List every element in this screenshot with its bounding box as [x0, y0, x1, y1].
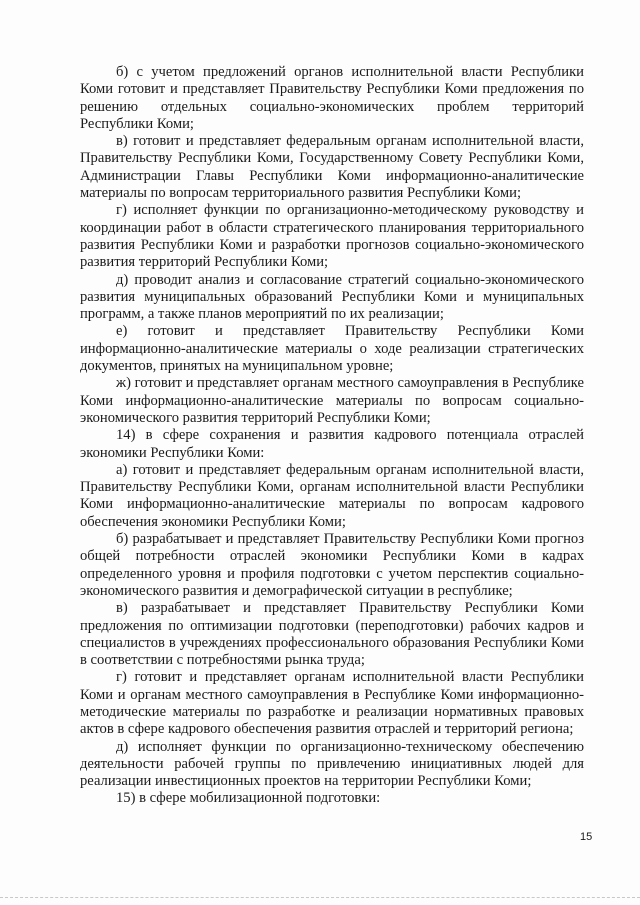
page-number: 15 [580, 831, 593, 843]
section-14-heading: 14) в сфере сохранения и развития кадрового потенциала отраслей экономики Республики Коми: [80, 427, 584, 461]
paragraph-item-b-staffing-forecast: б) разрабатывает и представляет Правительству Республики Коми прогноз общей потребности отраслей экономики Республики Коми в кадрах определенного уровня и профиля подготовки с учетом перспектив социально-экономического развития и демографической ситуации в республике; [80, 531, 584, 599]
paragraph-item-e-implementation-reports: е) готовит и представляет Правительству Республики Коми информационно-аналитические материалы о ходе реализации стратегических документов, принятых на муниципальном уровне; [80, 323, 584, 375]
paragraph-item-d-strategy-analysis: д) проводит анализ и согласование стратегий социально-экономического развития муниципальных образований Республики Коми и муниципальных программ, а также планов мероприятий по их реализации; [80, 271, 584, 323]
paragraph-item-d-working-group: д) исполняет функции по организационно-техническому обеспечению деятельности рабочей группы по привлечению инициативных людей для реализации инвестиционных проектов на территории Республики Коми; [80, 738, 584, 790]
paragraph-item-v-federal-materials: в) готовит и представляет федеральным органам исполнительной власти, Правительству Республики Коми, Государственному Совету Республики Коми, Администрации Главы Республики Коми информационно-аналитические материалы по вопросам территориального развития Республики Коми; [80, 133, 584, 202]
paragraph-item-v-training-proposals: в) разрабатывает и представляет Правительству Республики Коми предложения по оптимизации подготовки (переподготовки) рабочих кадров и специалистов в учреждениях профессионального образования Республики Коми в соответствии с потребностями рынка труда; [80, 600, 584, 669]
paragraph-item-g-methodological: г) исполняет функции по организационно-методическому руководству и координации работ в области стратегического планирования территориального развития Республики Коми и разработки прогнозов социально-экономического развития территорий Республики Коми; [80, 202, 584, 271]
document-body [80, 64, 584, 808]
paragraph-item-g-regulatory-materials: г) готовит и представляет органам исполнительной власти Республики Коми и органам местного самоуправления в Республике Коми информационно-методические материалы по разработке и реализации нормативных правовых актов в сфере кадрового обеспечения развития отраслей и территорий региона; [80, 669, 584, 738]
paragraph-item-b-proposals: б) с учетом предложений органов исполнительной власти Республики Коми готовит и представляет Правительству Республики Коми предложения по решению отдельных социально-экономических проблем территорий Республики Коми; [80, 64, 584, 132]
section-15-heading: 15) в сфере мобилизационной подготовки: [116, 790, 381, 807]
paragraph-item-a-staffing-materials: а) готовит и представляет федеральным органам исполнительной власти, Правительству Республики Коми, органам исполнительной власти Республики Коми информационно-аналитические материалы по вопросам кадрового обеспечения экономики Республики Коми; [80, 461, 584, 530]
page-bottom-edge [0, 897, 640, 898]
paragraph-item-zh-local-materials: ж) готовит и представляет органам местного самоуправления в Республике Коми информационно-аналитические материалы по вопросам социально-экономического развития территорий Республики Коми; [80, 375, 584, 426]
